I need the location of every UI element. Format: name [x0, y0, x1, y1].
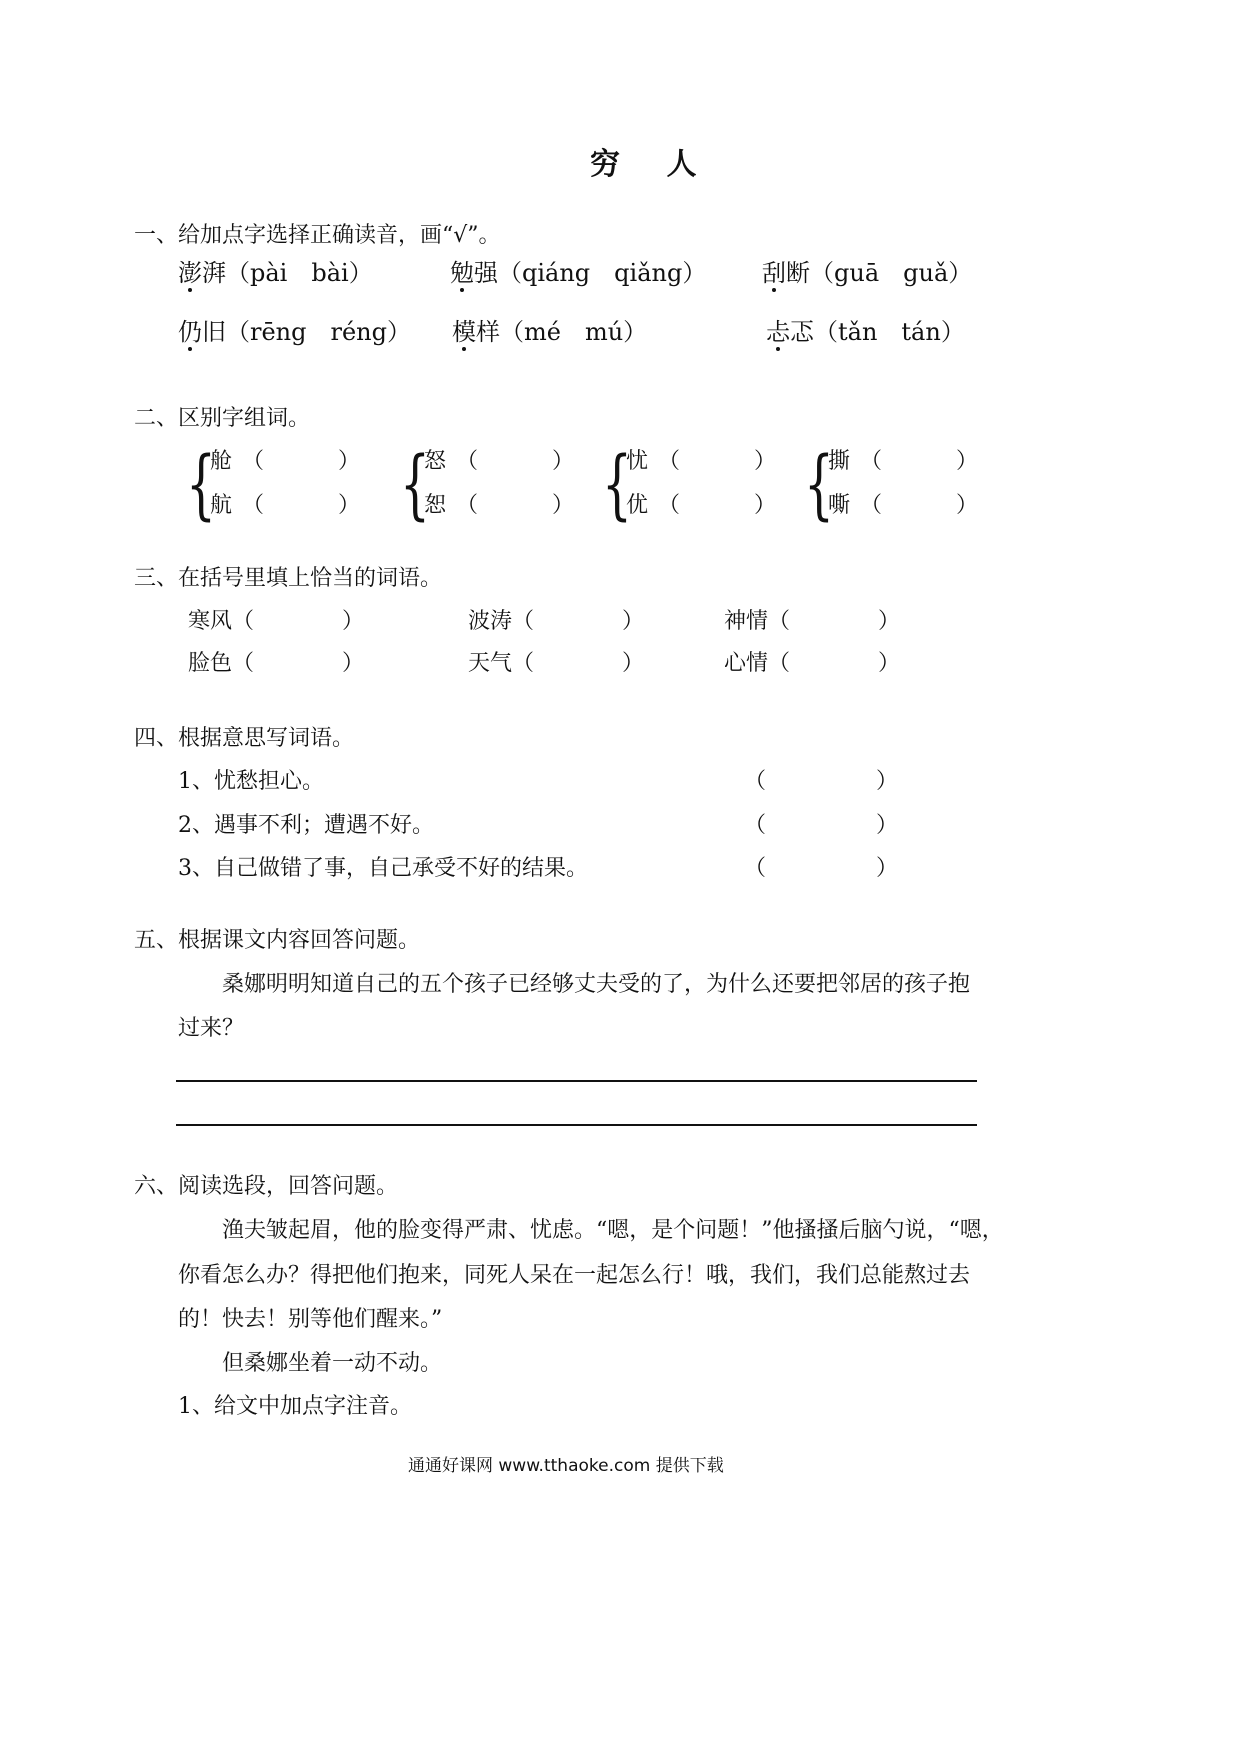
q1-item-5 [452, 320, 647, 344]
q2-paren-open: （ [658, 449, 681, 474]
q4-item: 3、自己做错了事，自己承受不好的结果。 [178, 856, 588, 881]
q2-paren-close: ） [552, 493, 575, 518]
pinyin-choice: 断（guā guǎ） [786, 259, 973, 287]
q1-item-3 [762, 261, 972, 285]
q2-paren-close: ） [754, 449, 777, 474]
q2-paren-open: （ [860, 493, 883, 518]
q2-paren-close: ） [552, 449, 575, 474]
answer-line [176, 1080, 977, 1082]
q4-blank: （ ） [744, 769, 899, 794]
q2-paren-open: （ [242, 493, 265, 518]
dotted-char: 澎 [178, 259, 202, 287]
brace-icon: { [186, 439, 216, 528]
q1-item-6 [766, 320, 965, 344]
q2-heading: 二、区别字组词。 [134, 406, 311, 431]
q5-question-line: 过来？ [178, 1016, 245, 1041]
q2-bottom-char: 嘶 [828, 493, 851, 518]
q5-heading: 五、根据课文内容回答问题。 [134, 928, 421, 953]
q2-top-char: 舱 [210, 449, 233, 474]
dotted-char: 勉 [450, 259, 474, 287]
q3-item: 波涛（ ） [468, 609, 645, 634]
q1-item-1 [178, 261, 373, 285]
passage-line: 你看怎么办？得把他们抱来，同死人呆在一起怎么行！哦，我们，我们总能熬过去 [178, 1263, 971, 1288]
pinyin-choice: 样（mé mú） [476, 318, 648, 346]
q4-heading: 四、根据意思写词语。 [134, 726, 355, 751]
passage-line: 但桑娜坐着一动不动。 [222, 1351, 443, 1376]
brace-icon: { [602, 439, 632, 528]
pinyin-choice: 湃（pài bài） [202, 259, 373, 287]
q2-top-char: 撕 [828, 449, 851, 474]
q2-top-char: 忧 [626, 449, 649, 474]
q5-question-line: 桑娜明明知道自己的五个孩子已经够丈夫受的了，为什么还要把邻居的孩子抱 [222, 972, 971, 997]
q3-item: 寒风（ ） [188, 609, 365, 634]
dotted-char: 仍 [178, 318, 202, 346]
q3-item: 神情（ ） [724, 609, 901, 634]
q1-heading: 一、给加点字选择正确读音，画“√”。 [134, 223, 501, 248]
pinyin-choice: 忑（tǎn tán） [790, 318, 965, 346]
q2-paren-open: （ [658, 493, 681, 518]
q1-item-2 [450, 261, 706, 285]
q4-blank: （ ） [744, 856, 899, 881]
q4-item: 1、忧愁担心。 [178, 769, 324, 794]
pinyin-choice: 旧（rēng réng） [202, 318, 411, 346]
q2-paren-close: ） [338, 493, 361, 518]
q6-subquestion: 1、给文中加点字注音。 [178, 1394, 412, 1419]
q2-paren-close: ） [956, 493, 979, 518]
pinyin-choice: 强（qiáng qiǎng） [474, 259, 707, 287]
page-title: 穷 人 [590, 147, 715, 182]
dotted-char: 忐 [766, 318, 790, 346]
q4-item: 2、遇事不利；遭遇不好。 [178, 813, 434, 838]
brace-icon: { [804, 439, 834, 528]
q2-paren-open: （ [242, 449, 265, 474]
q2-paren-open: （ [456, 493, 479, 518]
q2-bottom-char: 航 [210, 493, 233, 518]
answer-line [176, 1124, 977, 1126]
q1-item-4 [178, 320, 411, 344]
q3-item: 心情（ ） [724, 651, 901, 676]
passage-line: 渔夫皱起眉，他的脸变得严肃、忧虑。“嗯，是个问题！”他搔搔后脑勺说，“嗯， [222, 1218, 1004, 1243]
dotted-char: 刮 [762, 259, 786, 287]
q3-item: 脸色（ ） [188, 651, 365, 676]
q3-item: 天气（ ） [468, 651, 645, 676]
q2-bottom-char: 恕 [424, 493, 447, 518]
q2-paren-close: ） [956, 449, 979, 474]
q3-heading: 三、在括号里填上恰当的词语。 [134, 566, 443, 591]
q2-paren-open: （ [456, 449, 479, 474]
q2-top-char: 怒 [424, 449, 447, 474]
footer-credit: 通通好课网 www.tthaoke.com 提供下载 [408, 1456, 724, 1476]
q2-paren-open: （ [860, 449, 883, 474]
q2-bottom-char: 优 [626, 493, 649, 518]
passage-line: 的！快去！别等他们醒来。” [178, 1307, 443, 1332]
q4-blank: （ ） [744, 813, 899, 838]
q2-paren-close: ） [754, 493, 777, 518]
dotted-char: 模 [452, 318, 476, 346]
brace-icon: { [400, 439, 430, 528]
q2-paren-close: ） [338, 449, 361, 474]
q6-heading: 六、阅读选段，回答问题。 [134, 1174, 399, 1199]
